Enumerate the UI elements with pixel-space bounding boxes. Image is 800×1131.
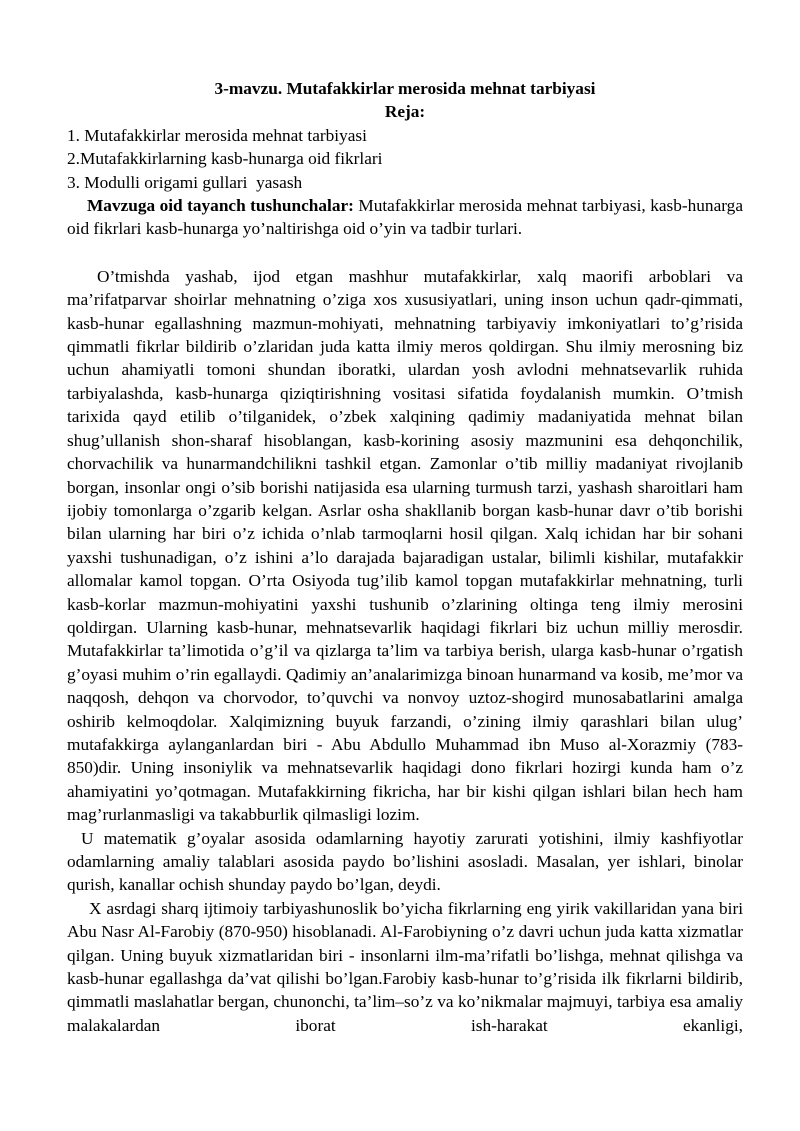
plan-item: 2.Mutafakkirlarning kasb-hunarga oid fikrlari bbox=[67, 149, 383, 169]
plan-item: 1. Mutafakkirlar merosida mehnat tarbiyasi bbox=[67, 125, 367, 145]
body-paragraph: O’tmishda yashab, ijod etgan mashhur mutafakkirlar, xalq maorifi arboblari va ma’rifatparvar shoirlar mehnatning o’ziga xos xususiyatlari, uning inson uchun qadr-qimmati, kasb-hunar egallashning mazmun-mohiyati, mehnatning tarbiyaviy imkoniyatlari to’g’risida qimmatli fikrlar bildirib o’zlaridan juda katta ilmiy meros qoldirgan. Shu ilmiy merosning biz uchun ahamiyatli tomoni shundan iboratki, ulardan yosh avlodni mehnatsevarlik ruhida tarbiyalashda, kasb-hunarga qiziqtirishning vositasi sifatida foydalanish mumkin. O’tmish tarixida qayd etilib o’tilganidek, o’zbek xalqining qadimiy madaniyatida mehnat bilan shug’ullanish shon-sharaf hisoblangan, kasb-korining asosiy mazmunini esa dehqonchilik, chorvachilik va hunarmandchilikni tashkil etgan. Zamonlar o’tib milliy madaniyat rivojlanib borgan, insonlar ongi o’sib borishi natijasida esa ularning turmush tarzi, yashash sharoitlari ham ijobiy tomonlarga o’zgarib kelgan. Asrlar osha shakllanib borgan kasb-hunar davr o’tib borishi bilan ularning har biri o’z ichida o’nlab tarmoqlarni hosil qilgan. Xalq ichidan har bir sohani yaxshi tushunadigan, o’z ishini a’lo darajada bajaradigan ustalar, bilimli kishilar, mutafakkir allomalar kamol topgan. O’rta Osiyoda tug’ilib kamol topgan mutafakkirlar mehnatning, turli kasb-korlar mazmun-mohiyatini yaxshi tushunib o’zlarining oltinga teng ilmiy merosini qoldirgan. Ularning kasb-hunar, mehnatsevarlik haqidagi fikrlari biz uchun milliy merosdir. Mutafakkirlar ta’limotida o’g’il va qizlarga ta’lim va tarbiya berish, ularga kasb-hunar o’rgatish g’oyasi muhim o’rin egallaydi. Qadimiy an’analarimizga binoan hunarmand va kosib, me’mor va naqqosh, dehqon va chorvodor, to’quvchi va nonvoy uztoz-shogird munosabatlarini amalga oshirib kelmoqdolar. Xalqimizning buyuk farzandi, o’zining ilmiy qarashlari bilan ulug’ mutafakkirga aylanganlardan biri - Abu Abdullo Muhammad ibn Muso al-Xorazmiy (783-850)dir. Uning insoniylik va mehnatsevarlik haqidagi dono fikrlari hozirgi kunda ham o’z ahamiyatini yo’qotmagan. Mutafakkirning fikricha, har bir kishi qilgan ishlari bilan hech ham mag’rurlanmasligi va takabburlik qilmasligi lozim. bbox=[67, 266, 743, 825]
document-page bbox=[67, 77, 743, 1037]
key-terms-label: Mavzuga oid tayanch tushunchalar: bbox=[87, 196, 354, 216]
plan-item: 3. Modulli origami gullari yasash bbox=[67, 172, 303, 192]
plan-list bbox=[67, 124, 743, 194]
plan-heading: Reja: bbox=[384, 102, 426, 122]
key-terms-paragraph bbox=[67, 194, 743, 241]
body-paragraph: U matematik g’oyalar asosida odamlarning hayotiy zarurati yotishini, ilmiy kashfiyotlar odamlarning amaliy talablari asosida paydo bo’lishini asosladi. Masalan, yer ishlari, binolar qurish, kanallar ochish shunday paydo bo’lgan, deydi. bbox=[67, 828, 743, 895]
page-title: 3-mavzu. Mutafakkirlar merosida mehnat tarbiyasi bbox=[214, 79, 596, 98]
body-paragraph: X asrdagi sharq ijtimoiy tarbiyashunoslik bo’yicha fikrlarning eng yirik vakillaridan yana biri Abu Nasr Al-Farobiy (870-950) hisoblanadi. Al-Farobiyning o’z davri uchun juda katta xizmatlar qilgan. Uning buyuk xizmatlaridan biri - insonlarni ilm-ma’rifatli bo’lishga, mehnat qilishga va kasb-hunar egallashga da’vat qilishi bo’lgan.Farobiy kasb-hunar to’g’risida ilk fikrlarni bildirib, qimmatli maslahatlar bergan, chunonchi, ta’lim–so’z va ko’nikmalar majmuyi, tarbiya esa amaliy malakalardan iborat ish-harakat ekanligi, bbox=[67, 898, 743, 1035]
key-terms-text: Mutafakkirlar merosida mehnat tarbiyasi, kasb-hunarga oid fikrlari kasb-hunarga yo’naltirishga oid o’yin va tadbir turlari. bbox=[67, 196, 743, 239]
